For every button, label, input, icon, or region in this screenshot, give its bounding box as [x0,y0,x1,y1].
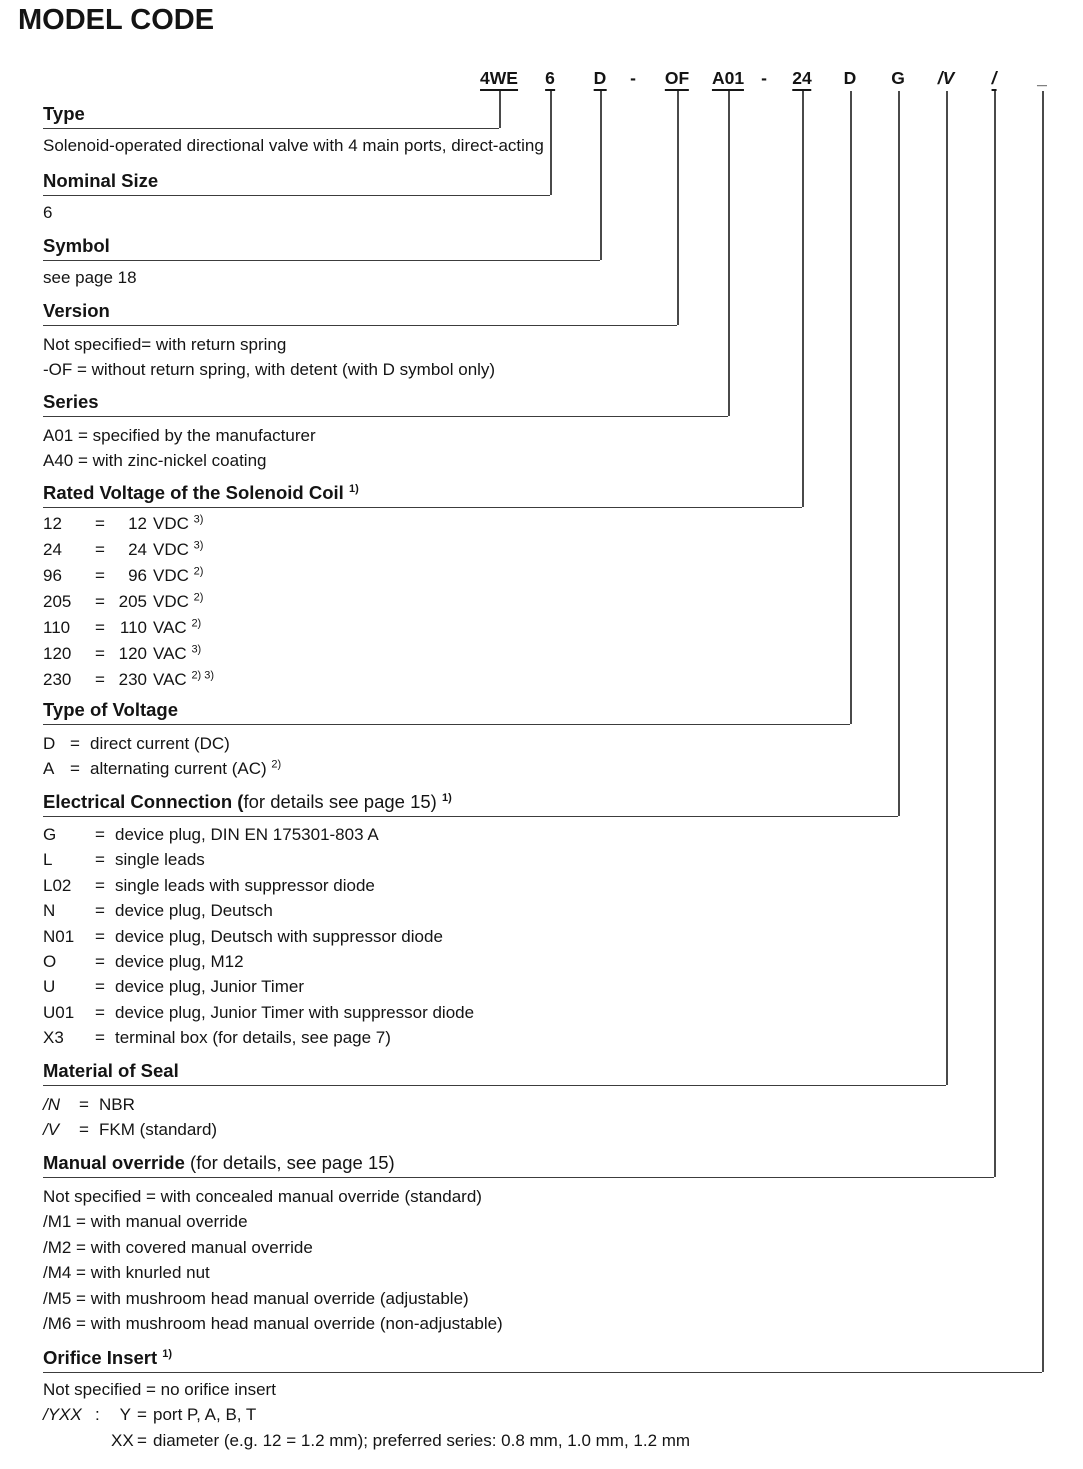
section-heading-version: Version [43,301,677,326]
model-code-token: D [843,68,857,88]
spec-row: 96 = 96 VDC $^{2)}$ [43,565,204,585]
spec-row: N01 = device plug, Deutsch with suppressor diode [43,926,443,946]
spec-text: A01 = specified by the manufacturer [43,426,316,445]
footnote-marker: 1) [162,1347,173,1360]
page-title: MODEL CODE [18,4,215,36]
model-code-token: A01 [712,68,744,91]
section-body-version [43,332,495,383]
connector-line [850,91,852,724]
spec-row: 24 = 24 VDC $^{3)}$ [43,539,204,559]
model-code-token: 24 [792,68,811,91]
connector-line [946,91,948,1085]
footnote-marker: 2) [271,758,282,771]
spec-text: A40 = with zinc-nickel coating [43,451,267,471]
section-body-type [43,136,544,156]
spec-text: Not specified = with concealed manual override (standard) [43,1187,482,1206]
spec-text: see page 18 [43,268,137,287]
footnote-marker: 2) 3) [191,669,215,682]
model-code-token: D [594,68,607,91]
connector-line [499,91,501,128]
section-body-electrical-connection [43,822,474,1051]
spec-row: /YXX : Y = port P, A, B, T [43,1405,257,1425]
footnote-marker: 1) [441,791,452,804]
spec-row: L = single leads [43,850,205,870]
section-body-material-of-seal [43,1092,217,1143]
section-heading-nominal-size: Nominal Size [43,171,550,196]
footnote-marker: 2) [191,617,202,630]
connector-line [550,91,552,195]
spec-text: /M5 = with mushroom head manual override (adjustable) [43,1288,469,1308]
spec-row: 110 = 110 VAC $^{2)}$ [43,617,202,637]
spec-text: /M2 = with covered manual override [43,1237,313,1257]
model-code-token: / [992,68,997,91]
spec-text: /M1 = with manual override [43,1212,248,1232]
connector-line [728,91,730,416]
connector-line [677,91,679,325]
section-heading-orifice-insert: Orifice Insert $^{1)}$ [43,1348,1042,1373]
connector-line [802,91,804,507]
spec-row: L02 = single leads with suppressor diode [43,875,375,895]
spec-text: Not specified = no orifice insert [43,1380,276,1399]
footnote-marker: 3) [193,513,204,526]
section-heading-type: Type [43,104,499,129]
spec-text: /M4 = with knurled nut [43,1263,210,1283]
model-code-token: 4WE [480,68,518,91]
spec-row: 120 = 120 VAC $^{3)}$ [43,643,202,663]
spec-row: G = device plug, DIN EN 175301-803 A [43,825,379,844]
section-body-symbol [43,268,137,288]
connector-line [600,91,602,260]
spec-text: 6 [43,203,53,222]
model-code-token: _ [1037,68,1047,88]
footnote-marker: 3) [191,643,202,656]
spec-row: 230 = 230 VAC $^{2) 3)}$ [43,669,215,689]
footnote-marker: 2) [193,565,204,578]
footnote-marker: 3) [193,539,204,552]
spec-row: 12 = 12 VDC $^{3)}$ [43,513,204,533]
spec-row: U01 = device plug, Junior Timer with suppressor diode [43,1002,475,1022]
spec-text: /M6 = with mushroom head manual override (non-adjustable) [43,1314,503,1334]
spec-row: D = direct current (DC) [43,734,230,753]
section-body-nominal-size [43,203,52,223]
section-body-type-of-voltage [43,731,281,782]
spec-row: 205 = 205 VDC $^{2)}$ [43,591,204,611]
section-body-manual-override [43,1184,503,1336]
connector-line [1042,91,1044,1372]
model-code-token: OF [665,68,689,91]
model-code-token: G [891,68,905,88]
spec-text: -OF = without return spring, with detent (with D symbol only) [43,360,496,380]
section-heading-material-of-seal: Material of Seal [43,1061,946,1086]
section-heading-rated-voltage: Rated Voltage of the Solenoid Coil $^{1)}$ [43,483,802,508]
model-code-separator: - [761,68,767,88]
model-code-token: /V [937,68,955,88]
spec-row: A = alternating current (AC) $^{2)}$ [43,758,282,779]
model-code-separator: - [630,68,636,88]
spec-row: O = device plug, M12 [43,952,244,972]
footnote-marker: 1) [348,482,359,495]
spec-row: /N = NBR [43,1095,135,1114]
model-code-token: 6 [545,68,555,91]
spec-row: U = device plug, Junior Timer [43,977,304,997]
section-heading-type-of-voltage: Type of Voltage [43,700,850,725]
section-heading-symbol: Symbol [43,236,600,261]
spec-row: N = device plug, Deutsch [43,901,273,921]
section-body-rated-voltage [43,511,214,693]
connector-line [898,91,900,816]
section-body-series [43,423,316,474]
spec-row: XX = diameter (e.g. 12 = 1.2 mm); preferred series: 0.8 mm, 1.0 mm, 1.2 mm [111,1430,691,1450]
spec-row: X3 = terminal box (for details, see page 7) [43,1028,391,1048]
footnote-marker: 2) [193,591,204,604]
connector-line [994,91,996,1177]
section-body-orifice-insert [43,1377,690,1453]
spec-row: /V = FKM (standard) [43,1120,218,1140]
section-heading-electrical-connection: Electrical Connection (for details see page 15) $^{1)}$ [43,792,898,817]
spec-text: Solenoid-operated directional valve with 4 main ports, direct-acting [43,136,544,155]
spec-text: Not specified= with return spring [43,335,287,354]
section-heading-manual-override: Manual override (for details, see page 15) [43,1153,994,1178]
section-heading-series: Series [43,392,728,417]
